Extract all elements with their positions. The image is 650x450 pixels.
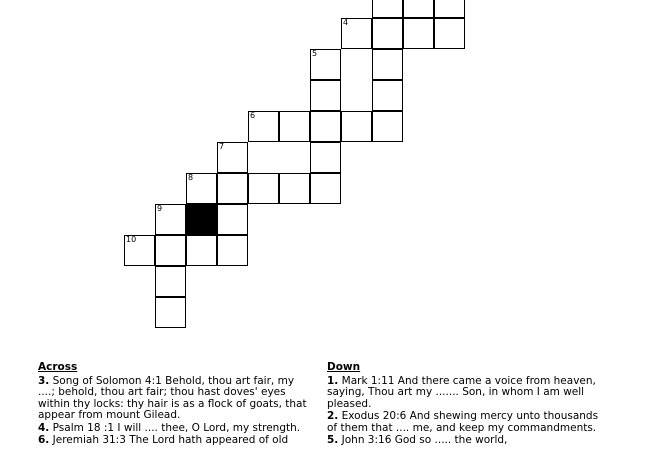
grid-cell-number: 9 [157, 204, 163, 213]
grid-cell-blocked [186, 204, 217, 235]
grid-cell[interactable] [372, 80, 403, 111]
grid-cell-number: 4 [343, 18, 349, 27]
grid-cell[interactable] [403, 0, 434, 18]
grid-cell-number: 5 [312, 49, 318, 58]
grid-cell[interactable] [372, 111, 403, 142]
grid-cell-number: 6 [250, 111, 256, 120]
grid-cell[interactable] [341, 111, 372, 142]
grid-cell[interactable] [310, 80, 341, 111]
down-clues [327, 362, 602, 448]
grid-cell[interactable] [279, 111, 310, 142]
grid-cell[interactable] [434, 0, 465, 18]
grid-cell[interactable] [217, 142, 248, 173]
grid-cell[interactable] [310, 111, 341, 142]
grid-cell[interactable] [434, 18, 465, 49]
grid-cell[interactable] [310, 142, 341, 173]
down-clue: 5. John 3:16 God so ..... the world, [327, 434, 508, 446]
grid-cell[interactable] [310, 49, 341, 80]
grid-cell[interactable] [186, 235, 217, 266]
grid-cell[interactable] [186, 173, 217, 204]
grid-cell[interactable] [124, 235, 155, 266]
across-clue: 4. Psalm 18 :1 I will .... thee, O Lord, my strength. [38, 421, 301, 434]
grid-cell[interactable] [341, 18, 372, 49]
across-clue: 3. Song of Solomon 4:1 Behold, thou art fair, my ....; behold, thou art fair; thou hast doves' eyes within thy locks: thy hair is as a flock of goats, that appear from mount Gilead. [38, 374, 307, 421]
grid-cell[interactable] [155, 204, 186, 235]
grid-cell[interactable] [155, 297, 186, 328]
grid-cell[interactable] [155, 266, 186, 297]
grid-cell-number: 10 [126, 235, 137, 244]
grid-cell[interactable] [372, 0, 403, 18]
grid-cell[interactable] [372, 49, 403, 80]
grid-cell[interactable] [372, 18, 403, 49]
grid-cell[interactable] [217, 235, 248, 266]
grid-cell-number: 8 [188, 173, 194, 182]
down-heading: Down [327, 361, 361, 373]
across-clues [38, 362, 313, 448]
across-clue: 6. Jeremiah 31:3 The Lord hath appeared of old [38, 434, 289, 446]
down-clue: 2. Exodus 20:6 And shewing mercy unto thousands of them that .... me, and keep my commandments. [327, 410, 599, 434]
across-heading: Across [38, 361, 78, 373]
grid-cell[interactable] [248, 111, 279, 142]
grid-cell[interactable] [217, 173, 248, 204]
grid-cell[interactable] [310, 173, 341, 204]
grid-cell[interactable] [155, 235, 186, 266]
grid-cell[interactable] [279, 173, 310, 204]
grid-cell-number: 7 [219, 142, 225, 151]
grid-cell[interactable] [217, 204, 248, 235]
grid-cell[interactable] [403, 18, 434, 49]
down-clue: 1. Mark 1:11 And there came a voice from heaven, saying, Thou art my ....... Son, in whom I am well pleased. [327, 374, 596, 410]
grid-cell[interactable] [248, 173, 279, 204]
